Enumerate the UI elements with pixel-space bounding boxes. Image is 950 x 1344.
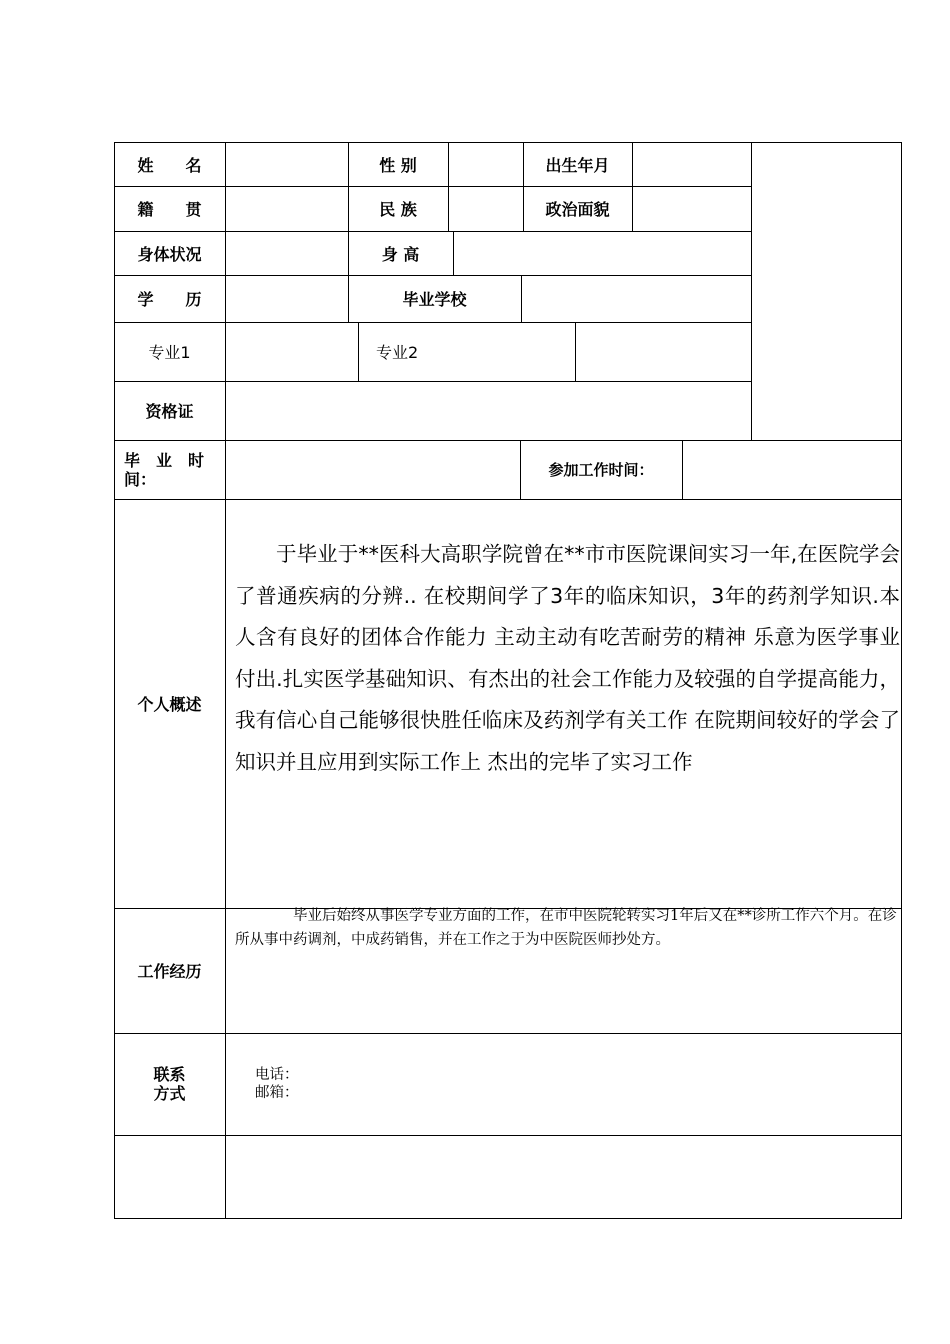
email-label: 邮箱： xyxy=(255,1085,299,1101)
summary-text: 于毕业于**医科大高职学院曾在**市市医院课间实习一年,在医院学会了普通疾病的分辨.. 在校期间学了3年的临床知识，3年的药剂学知识.本人含有良好的团体合作能力 主动主动有吃苦耐劳的精神 乐意为医学事业付出.扎实医学基础知识、有杰出的社会工作能力及较强的自学提高能力，我有信心自己能够很快胜任临床及药剂学有关工作 在院期间较好的学会了知识并且应用到实际工作上 杰出的完毕了实习工作 xyxy=(235,542,900,774)
graduation-time-label xyxy=(124,440,216,499)
resume-form xyxy=(114,142,902,1219)
education-label: 学 历 xyxy=(137,290,202,309)
name-label: 姓 名 xyxy=(137,155,202,175)
gender-label: 性 别 xyxy=(379,155,417,175)
major2-label: 专业2 xyxy=(376,343,419,362)
political-status-label: 政治面貌 xyxy=(545,200,610,219)
health-label: 身体状况 xyxy=(137,244,202,264)
contact-info xyxy=(255,1066,299,1102)
summary-label: 个人概述 xyxy=(137,695,202,714)
major1-label: 专业1 xyxy=(148,343,191,362)
work-experience-text: 毕业后始终从事医学专业方面的工作，在市中医院轮转实习1年后又在**诊所工作六个月。在诊所从事中药调剂，中成药销售，并在工作之于为中医院医师抄处方。 xyxy=(235,908,897,948)
contact-label-line2: 方式 xyxy=(153,1084,186,1103)
graduation-time-label-line2: 间： xyxy=(124,469,157,489)
hometown-label: 籍 贯 xyxy=(137,200,202,219)
contact-label xyxy=(114,1033,225,1135)
work-start-time-label: 参加工作时间： xyxy=(548,461,654,479)
work-experience-label: 工作经历 xyxy=(137,962,202,981)
height-label: 身 高 xyxy=(381,244,420,264)
ethnicity-label: 民 族 xyxy=(379,200,417,219)
birth-date-label: 出生年月 xyxy=(545,155,610,175)
certificate-label: 资格证 xyxy=(145,402,194,421)
graduation-time-label-line1: 毕 业 时 xyxy=(124,450,205,470)
school-label: 毕业学校 xyxy=(402,290,467,309)
contact-label-line1: 联系 xyxy=(153,1065,186,1084)
phone-label: 电话： xyxy=(255,1067,299,1083)
